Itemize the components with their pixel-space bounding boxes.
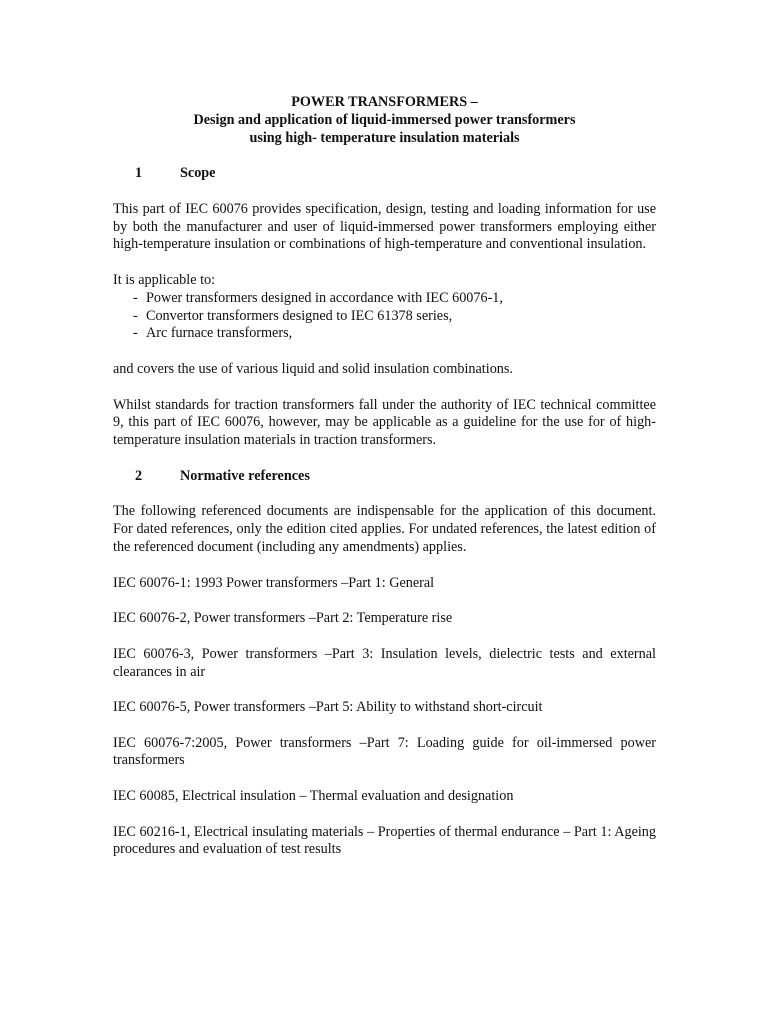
- title-line-1: POWER TRANSFORMERS –: [291, 94, 478, 110]
- reference-item: IEC 60076-3, Power transformers –Part 3: Insulation levels, dielectric tests and external clearances in air: [113, 645, 656, 680]
- list-dash: -: [133, 325, 138, 342]
- list-item-text: Arc furnace transformers,: [146, 325, 293, 342]
- list-item-text: Power transformers designed in accordance with IEC 60076-1,: [146, 289, 503, 306]
- reference-item: IEC 60076-5, Power transformers –Part 5: Ability to withstand short-circuit: [113, 699, 543, 716]
- section-title: Normative references: [180, 467, 310, 484]
- scope-paragraph-3: Whilst standards for traction transformers fall under the authority of IEC technical committee 9, this part of IEC 60076, however, may be applicable as a guideline for the use for of high-temperature insulation materials in traction transformers.: [113, 396, 656, 449]
- reference-item: IEC 60076-7:2005, Power transformers –Part 7: Loading guide for oil-immersed power transformers: [113, 734, 656, 769]
- title-line-2: Design and application of liquid-immersed power transformers: [193, 111, 576, 128]
- title-line-3: using high- temperature insulation materials: [249, 129, 520, 146]
- list-item: [113, 290, 656, 308]
- document-title: [113, 94, 656, 147]
- list-dash: -: [133, 307, 138, 324]
- reference-item: IEC 60076-1: 1993 Power transformers –Part 1: General: [113, 574, 435, 591]
- document-page: [113, 94, 656, 859]
- scope-paragraph-2: and covers the use of various liquid and solid insulation combinations.: [113, 360, 513, 377]
- list-item: [113, 325, 656, 343]
- section-number: 1: [135, 165, 143, 182]
- list-dash: -: [133, 289, 138, 306]
- reference-item: IEC 60216-1, Electrical insulating materials – Properties of thermal endurance – Part 1: Ageing procedures and evaluation of test results: [113, 823, 656, 858]
- reference-item: IEC 60076-2, Power transformers –Part 2: Temperature rise: [113, 610, 453, 627]
- list-item: [113, 308, 656, 326]
- section-title: Scope: [180, 165, 216, 182]
- applicable-intro: It is applicable to:: [113, 271, 216, 288]
- section-heading-scope: [113, 165, 656, 183]
- reference-item: IEC 60085, Electrical insulation – Thermal evaluation and designation: [113, 788, 514, 805]
- applicable-list: [113, 290, 656, 343]
- section-heading-normative-references: [113, 468, 656, 486]
- list-item-text: Convertor transformers designed to IEC 61378 series,: [146, 307, 453, 324]
- scope-paragraph-1: This part of IEC 60076 provides specification, design, testing and loading information for use by both the manufacturer and user of liquid-immersed power transformers employing either high-temperature insulation or combinations of high-temperature and conventional insulation.: [113, 200, 656, 253]
- section-number: 2: [135, 467, 143, 484]
- references-intro: The following referenced documents are indispensable for the application of this document. For dated references, only the edition cited applies. For undated references, the latest edition of the referenced document (including any amendments) applies.: [113, 503, 656, 555]
